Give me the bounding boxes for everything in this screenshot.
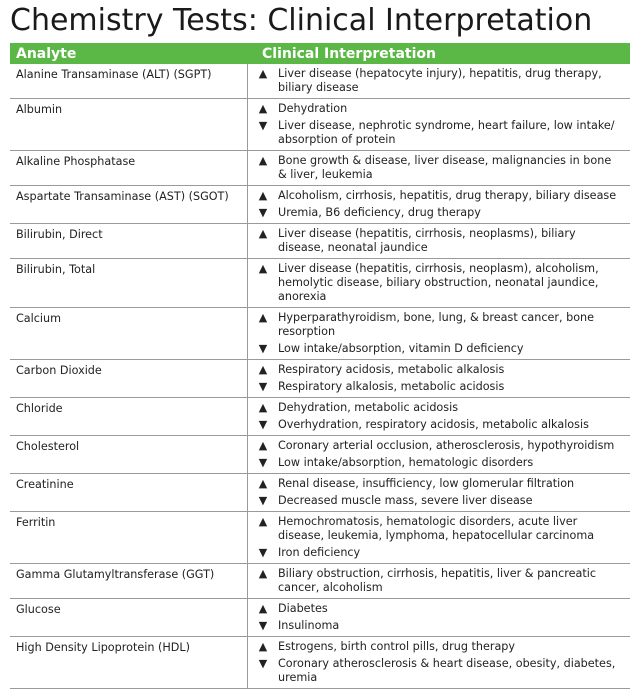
interpretation-text: Liver disease (hepatocyte injury), hepatitis, drug therapy, biliary disease [278, 67, 602, 94]
interpretation-text: Liver disease, nephrotic syndrome, heart failure, low intake/ absorption of protein [278, 119, 615, 146]
interpretation-entry [248, 494, 630, 508]
interpretation-cell [248, 308, 630, 359]
table-row [10, 186, 630, 224]
interpretation-cell [248, 360, 630, 397]
interpretation-text: Iron deficiency [278, 546, 361, 559]
interpretation-entry [248, 477, 630, 491]
interpretation-cell [248, 512, 630, 563]
interpretation-entry [248, 418, 630, 432]
table-header [10, 43, 630, 64]
interpretation-entry [248, 439, 630, 453]
analyte-name: Alanine Transaminase (ALT) (SGPT) [10, 64, 248, 98]
interpretation-text: Respiratory acidosis, metabolic alkalosis [278, 363, 505, 376]
interpretation-text: Biliary obstruction, cirrhosis, hepatitis, liver & pancreatic cancer, alcoholism [278, 567, 597, 594]
interpretation-entry [248, 206, 630, 220]
arrow-down-icon: ▼ [258, 619, 268, 632]
analyte-name: Bilirubin, Total [10, 259, 248, 307]
interpretation-text: Renal disease, insufficiency, low glomerular filtration [278, 477, 575, 490]
interpretation-entry [248, 657, 630, 685]
analyte-name: Bilirubin, Direct [10, 224, 248, 258]
interpretation-text: Diabetes [278, 602, 328, 615]
interpretation-cell [248, 398, 630, 435]
table-row [10, 599, 630, 637]
interpretation-cell [248, 99, 630, 150]
interpretation-entry [248, 342, 630, 356]
interpretation-cell [248, 564, 630, 598]
interpretation-entry [248, 401, 630, 415]
arrow-down-icon: ▼ [258, 456, 268, 469]
analyte-name: Calcium [10, 308, 248, 359]
interpretation-cell [248, 637, 630, 688]
arrow-up-icon: ▲ [258, 640, 268, 653]
interpretation-entry [248, 227, 630, 255]
interpretation-table [10, 43, 630, 689]
interpretation-text: Low intake/absorption, hematologic disorders [278, 456, 534, 469]
arrow-down-icon: ▼ [258, 546, 268, 559]
table-row [10, 99, 630, 151]
table-row [10, 637, 630, 689]
interpretation-entry [248, 546, 630, 560]
interpretation-text: Respiratory alkalosis, metabolic acidosis [278, 380, 505, 393]
arrow-down-icon: ▼ [258, 418, 268, 431]
analyte-name: Gamma Glutamyltransferase (GGT) [10, 564, 248, 598]
analyte-name: Aspartate Transaminase (AST) (SGOT) [10, 186, 248, 223]
interpretation-cell [248, 151, 630, 185]
interpretation-text: Bone growth & disease, liver disease, malignancies in bone & liver, leukemia [278, 154, 612, 181]
interpretation-text: Hemochromatosis, hematologic disorders, acute liver disease, leukemia, lymphoma, hepatocellular carcinoma [278, 515, 595, 542]
arrow-up-icon: ▲ [258, 477, 268, 490]
interpretation-cell [248, 224, 630, 258]
arrow-down-icon: ▼ [258, 380, 268, 393]
analyte-name: Albumin [10, 99, 248, 150]
interpretation-cell [248, 436, 630, 473]
arrow-up-icon: ▲ [258, 227, 268, 240]
analyte-name: Alkaline Phosphatase [10, 151, 248, 185]
analyte-name: Ferritin [10, 512, 248, 563]
arrow-up-icon: ▲ [258, 262, 268, 275]
table-row [10, 564, 630, 599]
interpretation-text: Uremia, B6 deficiency, drug therapy [278, 206, 481, 219]
table-row [10, 512, 630, 564]
interpretation-text: Coronary atherosclerosis & heart disease, obesity, diabetes, uremia [278, 657, 616, 684]
table-row [10, 64, 630, 99]
interpretation-text: Alcoholism, cirrhosis, hepatitis, drug therapy, biliary disease [278, 189, 617, 202]
interpretation-text: Hyperparathyroidism, bone, lung, & breast cancer, bone resorption [278, 311, 595, 338]
interpretation-text: Coronary arterial occlusion, atherosclerosis, hypothyroidism [278, 439, 615, 452]
interpretation-text: Decreased muscle mass, severe liver disease [278, 494, 533, 507]
interpretation-text: Estrogens, birth control pills, drug therapy [278, 640, 516, 653]
header-analyte: Analyte [16, 45, 77, 62]
table-row [10, 224, 630, 259]
interpretation-cell [248, 259, 630, 307]
interpretation-entry [248, 102, 630, 116]
analyte-name: Creatinine [10, 474, 248, 511]
arrow-up-icon: ▲ [258, 189, 268, 202]
interpretation-entry [248, 515, 630, 543]
arrow-up-icon: ▲ [258, 602, 268, 615]
table-body [10, 64, 630, 689]
interpretation-text: Dehydration, metabolic acidosis [278, 401, 459, 414]
arrow-up-icon: ▲ [258, 363, 268, 376]
arrow-up-icon: ▲ [258, 439, 268, 452]
interpretation-entry [248, 567, 630, 595]
analyte-name: High Density Lipoprotein (HDL) [10, 637, 248, 688]
arrow-up-icon: ▲ [258, 401, 268, 414]
arrow-down-icon: ▼ [258, 119, 268, 132]
analyte-name: Chloride [10, 398, 248, 435]
interpretation-entry [248, 363, 630, 377]
analyte-name: Cholesterol [10, 436, 248, 473]
interpretation-entry [248, 456, 630, 470]
table-row [10, 259, 630, 308]
table-row [10, 360, 630, 398]
interpretation-cell [248, 599, 630, 636]
interpretation-entry [248, 380, 630, 394]
interpretation-entry [248, 119, 630, 147]
table-row [10, 151, 630, 186]
arrow-up-icon: ▲ [258, 311, 268, 324]
arrow-up-icon: ▲ [258, 102, 268, 115]
table-row [10, 398, 630, 436]
interpretation-text: Liver disease (hepatitis, cirrhosis, neoplasm), alcoholism, hemolytic disease, biliary obstruction, neonatal jaundice, anorexia [278, 262, 599, 303]
table-row [10, 474, 630, 512]
interpretation-cell [248, 64, 630, 98]
interpretation-text: Insulinoma [278, 619, 340, 632]
table-row [10, 308, 630, 360]
interpretation-entry [248, 262, 630, 304]
interpretation-entry [248, 619, 630, 633]
interpretation-cell [248, 186, 630, 223]
analyte-name: Carbon Dioxide [10, 360, 248, 397]
table-row [10, 436, 630, 474]
arrow-down-icon: ▼ [258, 342, 268, 355]
interpretation-entry [248, 311, 630, 339]
interpretation-entry [248, 602, 630, 616]
arrow-down-icon: ▼ [258, 206, 268, 219]
interpretation-text: Overhydration, respiratory acidosis, metabolic alkalosis [278, 418, 589, 431]
header-interpretation: Clinical Interpretation [262, 45, 436, 62]
interpretation-entry [248, 67, 630, 95]
arrow-up-icon: ▲ [258, 67, 268, 80]
arrow-up-icon: ▲ [258, 567, 268, 580]
arrow-down-icon: ▼ [258, 494, 268, 507]
analyte-name: Glucose [10, 599, 248, 636]
arrow-down-icon: ▼ [258, 657, 268, 670]
interpretation-cell [248, 474, 630, 511]
interpretation-text: Low intake/absorption, vitamin D deficiency [278, 342, 524, 355]
interpretation-entry [248, 154, 630, 182]
interpretation-entry [248, 640, 630, 654]
arrow-up-icon: ▲ [258, 515, 268, 528]
page-title: Chemistry Tests: Clinical Interpretation [10, 3, 593, 38]
arrow-up-icon: ▲ [258, 154, 268, 167]
interpretation-entry [248, 189, 630, 203]
interpretation-text: Dehydration [278, 102, 348, 115]
interpretation-text: Liver disease (hepatitis, cirrhosis, neoplasms), biliary disease, neonatal jaundice [278, 227, 576, 254]
